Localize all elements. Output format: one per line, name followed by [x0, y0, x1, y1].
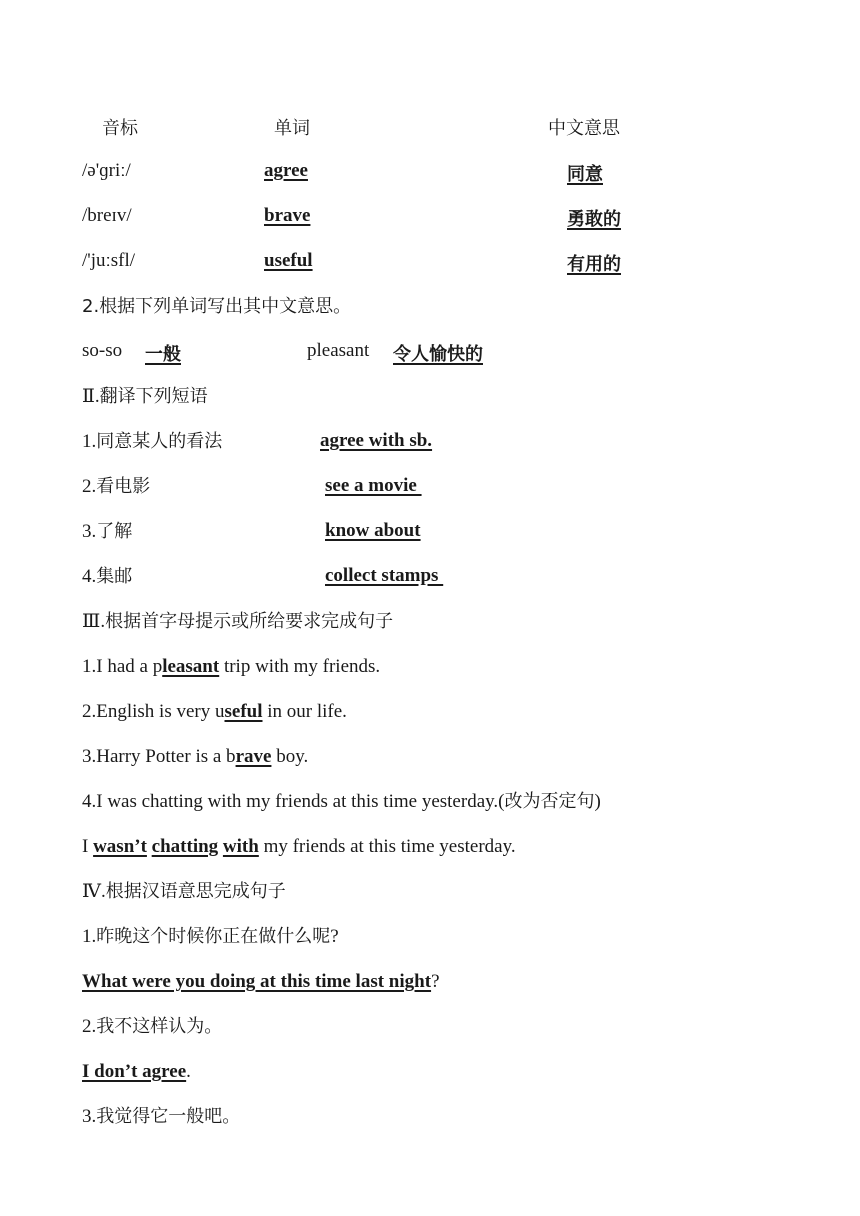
section-3-title	[82, 610, 393, 634]
answer-pre: I	[82, 836, 94, 857]
instruction-q2: 2.根据下列单词写出其中文意思。	[82, 296, 352, 317]
sentence-text: 4.I was chatting with my friends at this time yesterday.(	[82, 791, 505, 812]
phrase-answer-2: see a movie	[325, 475, 422, 496]
question-num: 2.	[82, 1016, 97, 1037]
sentence-post: trip with my friends.	[219, 656, 381, 677]
word-pleasant: pleasant	[307, 340, 370, 361]
sentence-post: in our life.	[262, 701, 347, 722]
word-useful: useful	[264, 250, 313, 271]
phrase-cn: 同意某人的看法	[96, 431, 223, 452]
word-brave: brave	[264, 205, 311, 226]
sentence-post: boy.	[271, 746, 309, 767]
answer-wasnt: wasn’t	[93, 836, 147, 857]
phrase-num: 2.	[82, 476, 97, 497]
phrase-row-4	[82, 565, 132, 589]
section-3-text: 根据首字母提示或所给要求完成句子	[105, 611, 394, 632]
translation-q3	[82, 1105, 240, 1129]
sentence-answer: leasant	[162, 656, 220, 677]
phrase-cn: 集邮	[96, 566, 133, 587]
answer-post: my friends at this time yesterday.	[258, 836, 516, 857]
word-so-so: so-so	[82, 340, 123, 361]
sentence-instruction: 改为否定句	[504, 791, 595, 812]
phonetic-agree: /ə'ɡriː/	[82, 160, 131, 181]
answer-chatting: chatting	[151, 836, 219, 857]
question-num: 1.	[82, 926, 97, 947]
sentence-4	[82, 790, 601, 814]
section-4-number: Ⅳ.	[82, 881, 106, 902]
question-num: 3.	[82, 1106, 97, 1127]
phrase-row-1	[82, 430, 222, 454]
phrase-row-2	[82, 475, 150, 499]
phrase-num: 3.	[82, 521, 97, 542]
question-cn: 我不这样认为。	[96, 1016, 223, 1037]
sentence-3	[82, 745, 308, 769]
section-2-number: Ⅱ.	[82, 386, 100, 407]
header-meaning: 中文意思	[548, 118, 620, 139]
answer-so-so: 一般	[145, 344, 181, 365]
section-3-number: Ⅲ.	[82, 611, 106, 632]
phrase-num: 1.	[82, 431, 97, 452]
phrase-row-3	[82, 520, 132, 544]
phrase-answer-3: know about	[325, 520, 421, 541]
phrase-cn: 看电影	[96, 476, 151, 497]
section-2-title	[82, 385, 208, 409]
section-4-text: 根据汉语意思完成句子	[105, 881, 286, 902]
question-cn: 我觉得它一般吧。	[96, 1106, 241, 1127]
sentence-pre: 3.Harry Potter is a b	[82, 746, 236, 767]
translation-a2	[82, 1060, 191, 1084]
translation-a1	[82, 970, 440, 994]
section-4-title	[82, 880, 286, 904]
phrase-answer-1: agree with sb.	[320, 430, 433, 451]
sentence-1	[82, 655, 380, 679]
sentence-pre: 2.English is very u	[82, 701, 225, 722]
sentence-answer: rave	[235, 746, 272, 767]
answer-end: ?	[431, 971, 440, 992]
sentence-4-answer	[82, 835, 516, 859]
word-agree: agree	[264, 160, 308, 181]
answer-text: What were you doing at this time last night	[82, 971, 432, 992]
question-cn: 昨晚这个时候你正在做什么呢	[96, 926, 331, 947]
phrase-cn: 了解	[96, 521, 133, 542]
header-phonetic: 音标	[102, 118, 138, 139]
phonetic-useful: /'juːsfl/	[82, 250, 136, 271]
question-end: ?	[330, 926, 339, 947]
answer-pleasant: 令人愉快的	[393, 344, 483, 365]
meaning-useful: 有用的	[567, 254, 621, 275]
translation-q1	[82, 925, 339, 949]
answer-end: .	[186, 1061, 191, 1082]
section-2-text: 翻译下列短语	[99, 386, 208, 407]
sentence-pre: 1.I had a p	[82, 656, 163, 677]
phrase-answer-4: collect stamps	[325, 565, 444, 586]
phonetic-brave: /breɪv/	[82, 205, 132, 226]
sentence-close: )	[594, 791, 601, 812]
phrase-num: 4.	[82, 566, 97, 587]
meaning-brave: 勇敢的	[567, 209, 621, 230]
translation-q2	[82, 1015, 222, 1039]
header-word: 单词	[274, 118, 310, 139]
sentence-2	[82, 700, 347, 724]
meaning-agree: 同意	[567, 164, 603, 185]
answer-text: I don’t agree	[82, 1061, 187, 1082]
answer-with: with	[222, 836, 259, 857]
sentence-answer: seful	[224, 701, 263, 722]
